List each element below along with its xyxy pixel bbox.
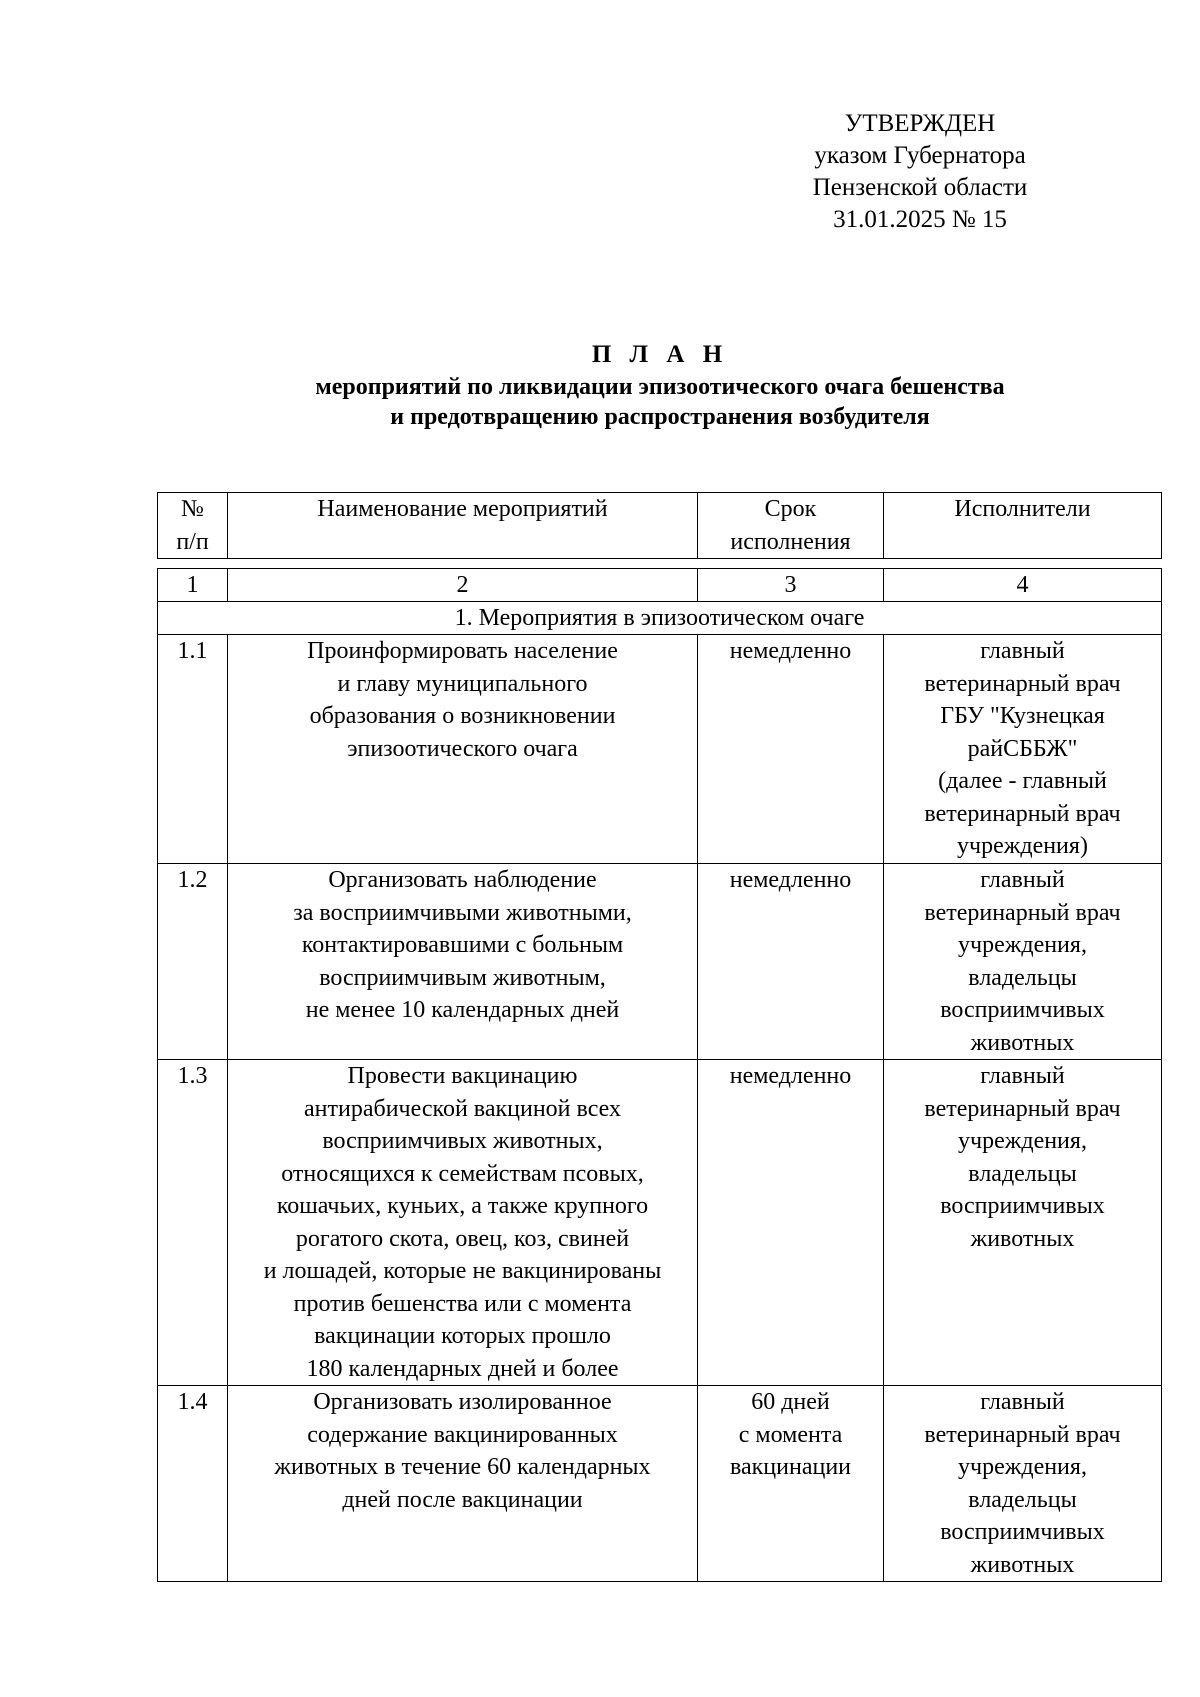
cell-line: владельцы xyxy=(968,964,1077,991)
cell-line: немедленно xyxy=(729,1063,852,1089)
cell-line: ветеринарный врач xyxy=(924,800,1121,827)
cell-line: содержание вакцинированных xyxy=(307,1421,618,1448)
cell-line: учреждения, xyxy=(958,932,1087,958)
cell-line: и лошадей, которые не вакцинированы xyxy=(263,1258,662,1284)
header-cell-term xyxy=(698,493,884,559)
cell-line: ветеринарный врач xyxy=(924,1421,1121,1448)
cell-line: владельцы xyxy=(968,1160,1077,1187)
cell-line: ветеринарный врач xyxy=(924,670,1121,697)
column-number-cell: 4 xyxy=(884,569,1162,602)
cell-line: рогатого скота, овец, коз, свиней xyxy=(295,1225,630,1252)
cell-line: главный xyxy=(980,1389,1065,1415)
cell-line: учреждения, xyxy=(958,1128,1087,1154)
cell-line: дней после вакцинации xyxy=(342,1486,583,1513)
cell-line: не менее 10 календарных дней xyxy=(305,997,620,1023)
row-number: 1.2 xyxy=(158,864,228,1060)
row-name xyxy=(228,1060,698,1386)
row-executors xyxy=(884,864,1162,1060)
approval-date-number: 31.01.2025 № 15 xyxy=(833,206,1007,233)
table-row xyxy=(158,635,1162,864)
header-line: Срок xyxy=(764,496,817,522)
cell-line: кошачьих, куньих, а также крупного xyxy=(276,1193,649,1219)
row-executors xyxy=(884,1386,1162,1582)
cell-line: восприимчивых xyxy=(940,997,1105,1023)
cell-line: восприимчивым животным, xyxy=(319,964,606,991)
table-row xyxy=(158,1386,1162,1582)
cell-line: райСББЖ" xyxy=(967,735,1078,762)
cell-line: и главу муниципального xyxy=(337,670,588,697)
plan-header-table xyxy=(157,492,1162,559)
row-name xyxy=(228,1386,698,1582)
cell-line: за восприимчивыми животными, xyxy=(293,899,632,926)
cell-line: главный xyxy=(980,867,1065,893)
header-cell-name xyxy=(228,493,698,559)
header-line: исполнения xyxy=(730,528,851,555)
table-header-row xyxy=(158,493,1162,559)
row-term xyxy=(698,635,884,864)
row-number: 1.1 xyxy=(158,635,228,864)
cell-line: вакцинации которых прошло xyxy=(314,1323,611,1349)
cell-line: Провести вакцинацию xyxy=(347,1063,578,1089)
plan-subtitle-line: и предотвращению распространения возбудителя xyxy=(390,404,930,430)
header-line: № xyxy=(181,496,204,522)
cell-line: немедленно xyxy=(729,867,852,893)
approval-authority: указом Губернатора xyxy=(814,142,1026,169)
header-cell-number xyxy=(158,493,228,559)
cell-line: (далее - главный xyxy=(938,768,1107,794)
header-line: Исполнители xyxy=(954,496,1091,522)
column-number-cell: 1 xyxy=(158,569,228,602)
cell-line: животных xyxy=(970,1029,1075,1056)
approval-stamp xyxy=(790,108,1050,236)
approval-region: Пензенской области xyxy=(812,174,1028,201)
column-number-cell: 3 xyxy=(698,569,884,602)
section-row xyxy=(158,602,1162,635)
cell-line: учреждения, xyxy=(958,1454,1087,1480)
cell-line: 60 дней xyxy=(751,1389,830,1415)
row-term xyxy=(698,864,884,1060)
table-row xyxy=(158,1060,1162,1386)
cell-line: животных xyxy=(970,1551,1075,1578)
cell-line: ГБУ "Кузнецкая xyxy=(940,703,1105,729)
row-name xyxy=(228,635,698,864)
plan-subtitle-line: мероприятий по ликвидации эпизоотического очага бешенства xyxy=(315,374,1005,400)
row-number: 1.4 xyxy=(158,1386,228,1582)
cell-line: антирабической вакциной всех xyxy=(304,1095,621,1122)
cell-line: Проинформировать население xyxy=(307,638,618,664)
cell-line: контактировавшими с больным xyxy=(301,932,624,958)
header-line: Наименование мероприятий xyxy=(317,496,608,522)
cell-line: главный xyxy=(980,1063,1065,1089)
cell-line: учреждения) xyxy=(957,833,1088,859)
cell-line: эпизоотического очага xyxy=(347,735,578,762)
cell-line: Организовать наблюдение xyxy=(328,867,597,893)
cell-line: относящихся к семействам псовых, xyxy=(281,1160,644,1187)
cell-line: животных xyxy=(970,1225,1075,1252)
cell-line: Организовать изолированное xyxy=(313,1389,612,1415)
cell-line: восприимчивых xyxy=(940,1519,1105,1545)
plan-body-table xyxy=(157,568,1162,1582)
cell-line: восприимчивых животных, xyxy=(322,1128,603,1154)
row-executors xyxy=(884,1060,1162,1386)
cell-line: животных в течение 60 календарных xyxy=(274,1454,651,1480)
header-cell-executors xyxy=(884,493,1162,559)
row-number: 1.3 xyxy=(158,1060,228,1386)
cell-line: с момента xyxy=(738,1421,843,1448)
cell-line: главный xyxy=(980,638,1065,664)
cell-line: против бешенства или с момента xyxy=(293,1290,632,1317)
cell-line: образования о возникновении xyxy=(309,703,616,729)
cell-line: 180 календарных дней и более xyxy=(306,1355,619,1382)
approval-title: УТВЕРЖДЕН xyxy=(844,110,996,137)
plan-title: П Л А Н xyxy=(591,341,729,368)
row-term xyxy=(698,1060,884,1386)
table-row xyxy=(158,864,1162,1060)
header-line: п/п xyxy=(176,528,209,555)
cell-line: ветеринарный врач xyxy=(924,899,1121,926)
column-number-row xyxy=(158,569,1162,602)
cell-line: владельцы xyxy=(968,1486,1077,1513)
cell-line: немедленно xyxy=(729,638,852,664)
column-number-cell: 2 xyxy=(228,569,698,602)
row-executors xyxy=(884,635,1162,864)
plan-subtitle xyxy=(160,372,1160,432)
section-title: 1. Мероприятия в эпизоотическом очаге xyxy=(158,602,1162,635)
cell-line: ветеринарный врач xyxy=(924,1095,1121,1122)
cell-line: восприимчивых xyxy=(940,1193,1105,1219)
cell-line: вакцинации xyxy=(729,1454,852,1480)
row-term xyxy=(698,1386,884,1582)
row-name xyxy=(228,864,698,1060)
